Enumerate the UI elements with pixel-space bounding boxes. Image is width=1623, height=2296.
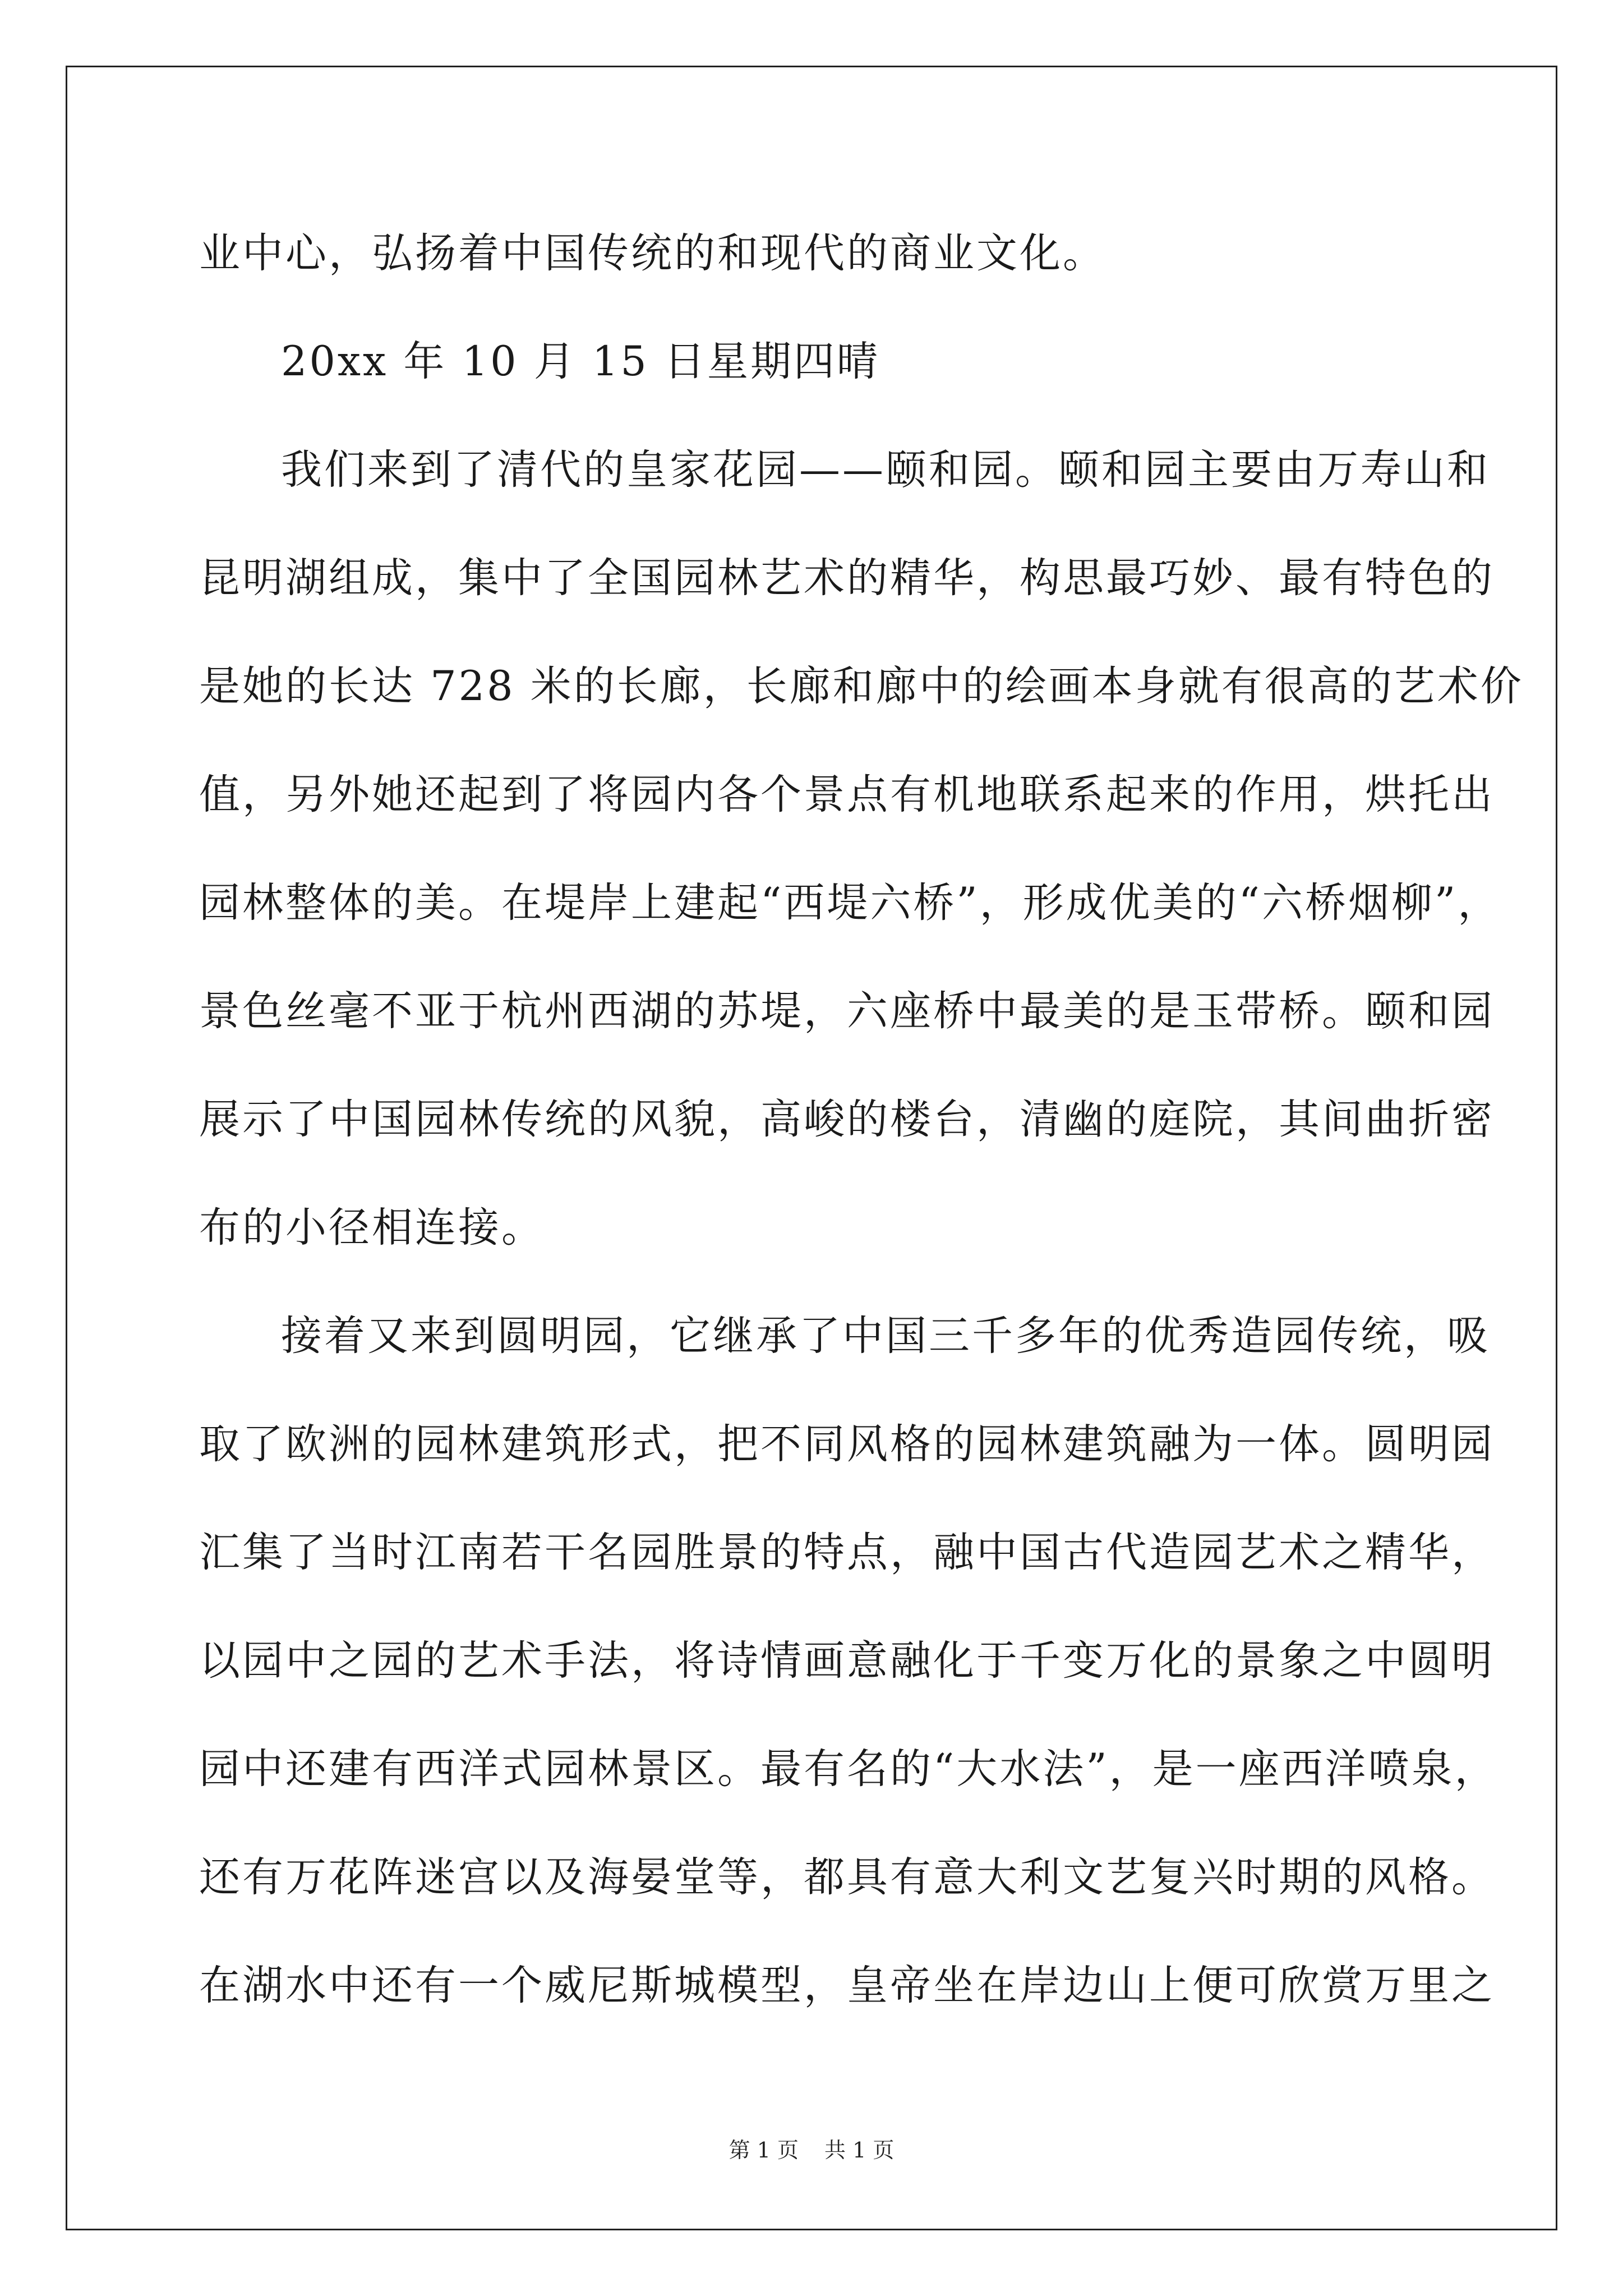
- text-line: 是她的长达 728 米的长廊，长廊和廊中的绘画本身就有很高的艺术价: [199, 662, 1524, 710]
- text-line: 展示了中国园林传统的风貌，高峻的楼台，清幽的庭院，其间曲折密: [199, 1096, 1495, 1143]
- text-line: 布的小径相连接。: [199, 1204, 545, 1251]
- text-line: 值，另外她还起到了将园内各个景点有机地联系起来的作用，烘托出: [199, 771, 1495, 818]
- text-line: 在湖水中还有一个威尼斯城模型，皇帝坐在岸边山上便可欣赏万里之: [199, 1962, 1495, 2009]
- text-line: 园中还建有西洋式园林景区。最有名的“大水法”，是一座西洋喷泉，: [199, 1745, 1498, 1793]
- text-line: 以园中之园的艺术手法，将诗情画意融化于千变万化的景象之中圆明: [199, 1637, 1495, 1685]
- text-line: 汇集了当时江南若干名园胜景的特点，融中国古代造园艺术之精华，: [199, 1529, 1495, 1576]
- page-number: 第 1 页: [728, 2138, 799, 2162]
- text-line: 还有万花阵迷宫以及海晏堂等，都具有意大利文艺复兴时期的风格。: [199, 1853, 1495, 1901]
- text-line: 景色丝毫不亚于杭州西湖的苏堤，六座桥中最美的是玉带桥。颐和园: [199, 987, 1495, 1035]
- text-line: 我们来到了清代的皇家花园——颐和园。颐和园主要由万寿山和: [281, 446, 1490, 494]
- text-line: 昆明湖组成，集中了全国园林艺术的精华，构思最巧妙、最有特色的: [199, 554, 1495, 602]
- page-footer: [0, 2136, 1623, 2164]
- text-line: 业中心，弘扬着中国传统的和现代的商业文化。: [199, 229, 1106, 277]
- text-line: 园林整体的美。在堤岸上建起“西堤六桥”，形成优美的“六桥烟柳”，: [199, 879, 1501, 927]
- date-line: 20xx 年 10 月 15 日星期四晴: [281, 338, 880, 385]
- page-total: 共 1 页: [824, 2138, 895, 2162]
- text-line: 接着又来到圆明园，它继承了中国三千多年的优秀造园传统，吸: [281, 1312, 1490, 1360]
- text-line: 取了欧洲的园林建筑形式，把不同风格的园林建筑融为一体。圆明园: [199, 1420, 1495, 1468]
